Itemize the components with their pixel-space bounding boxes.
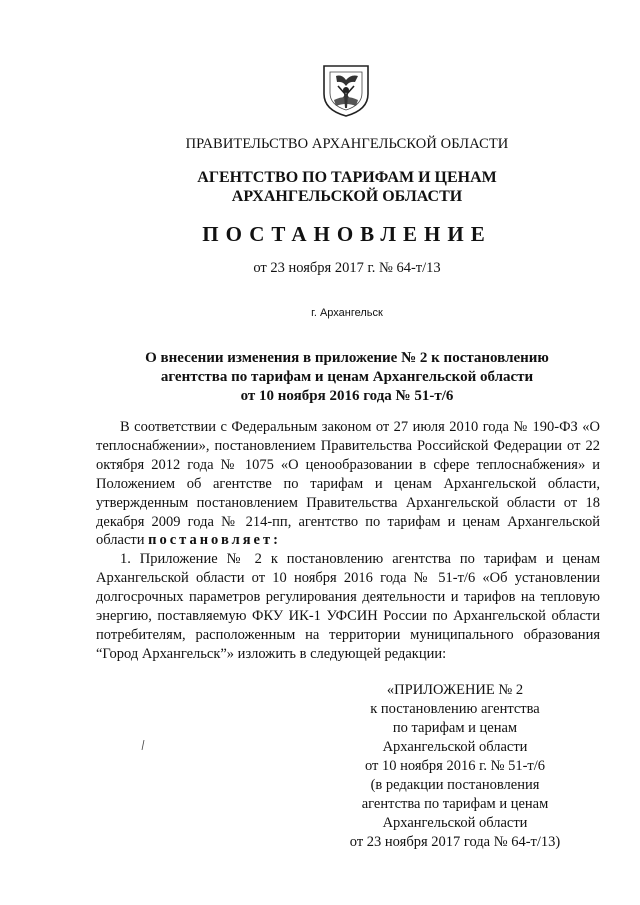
subject-line-3: от 10 ноября 2016 года № 51-т/6 (240, 388, 454, 404)
appendix-line: (в редакции постановления (370, 777, 540, 793)
document-type-title: ПОСТАНОВЛЕНИЕ (202, 222, 492, 246)
decree-date-number: от 23 ноября 2017 г. № 64-т/13 (253, 260, 441, 276)
subject-line-2: агентства по тарифам и ценам Архангельской области (160, 369, 534, 385)
subject-line-1: О внесении изменения в приложение № 2 к постановлению (145, 350, 549, 366)
agency-name (0, 168, 640, 206)
item-1-paragraph: 1. Приложение № 2 к постановлению агентства по тарифам и ценам Архангельской области от 10 ноября 2016 года № 51-т/6 «Об установлении долгосрочных параметров регулирования деятельности и тарифов на тепловую энергию, поставляемую ФКУ ИК-1 УФСИН России по Архангельской области потребителям, расположенным на территории муниципального образования “Город Архангельск”» изложить в следующей редакции: (96, 551, 600, 662)
appendix-line: к постановлению агентства (370, 701, 540, 717)
scan-mark (141, 740, 145, 750)
appendix-line: Архангельской области (382, 815, 528, 831)
agency-name-line-2: АРХАНГЕЛЬСКОЙ ОБЛАСТИ (231, 188, 463, 205)
coat-of-arms-icon (318, 64, 374, 118)
agency-name-line-1: АГЕНТСТВО ПО ТАРИФАМ И ЦЕНАМ (197, 169, 497, 186)
appendix-line: «ПРИЛОЖЕНИЕ № 2 (386, 682, 524, 698)
government-name: ПРАВИТЕЛЬСТВО АРХАНГЕЛЬСКОЙ ОБЛАСТИ (185, 136, 509, 152)
resolves-word: постановляет (148, 532, 274, 549)
preamble-text: В соответствии с Федеральным законом от 27 июля 2010 года № 190-ФЗ «О теплоснабжении», постановлением Правительства Российской Федерации от 22 октября 2012 года № 1075 «О ценообразовании в сфере теплоснабжения» и Положением об агентстве по тарифам и ценам Архангельской области, утвержденным постановлением Правительства Архангельской области от 18 декабря 2009 года № 214-пп, агентство по тарифам и ценам Архангельской области (96, 419, 600, 549)
decree-city: г. Архангельск (311, 307, 383, 319)
appendix-line: агентства по тарифам и ценам (361, 796, 549, 812)
decree-body (96, 418, 600, 664)
appendix-line: от 10 ноября 2016 г. № 51-т/6 (364, 758, 546, 774)
decree-subject (0, 349, 640, 406)
appendix-line: от 23 ноября 2017 года № 64-т/13) (349, 834, 561, 850)
appendix-line: по тарифам и ценам (392, 720, 518, 736)
appendix-line: Архангельской области (382, 739, 528, 755)
appendix-header (340, 681, 570, 852)
preamble-paragraph (96, 418, 600, 550)
resolves-colon: : (273, 532, 278, 549)
